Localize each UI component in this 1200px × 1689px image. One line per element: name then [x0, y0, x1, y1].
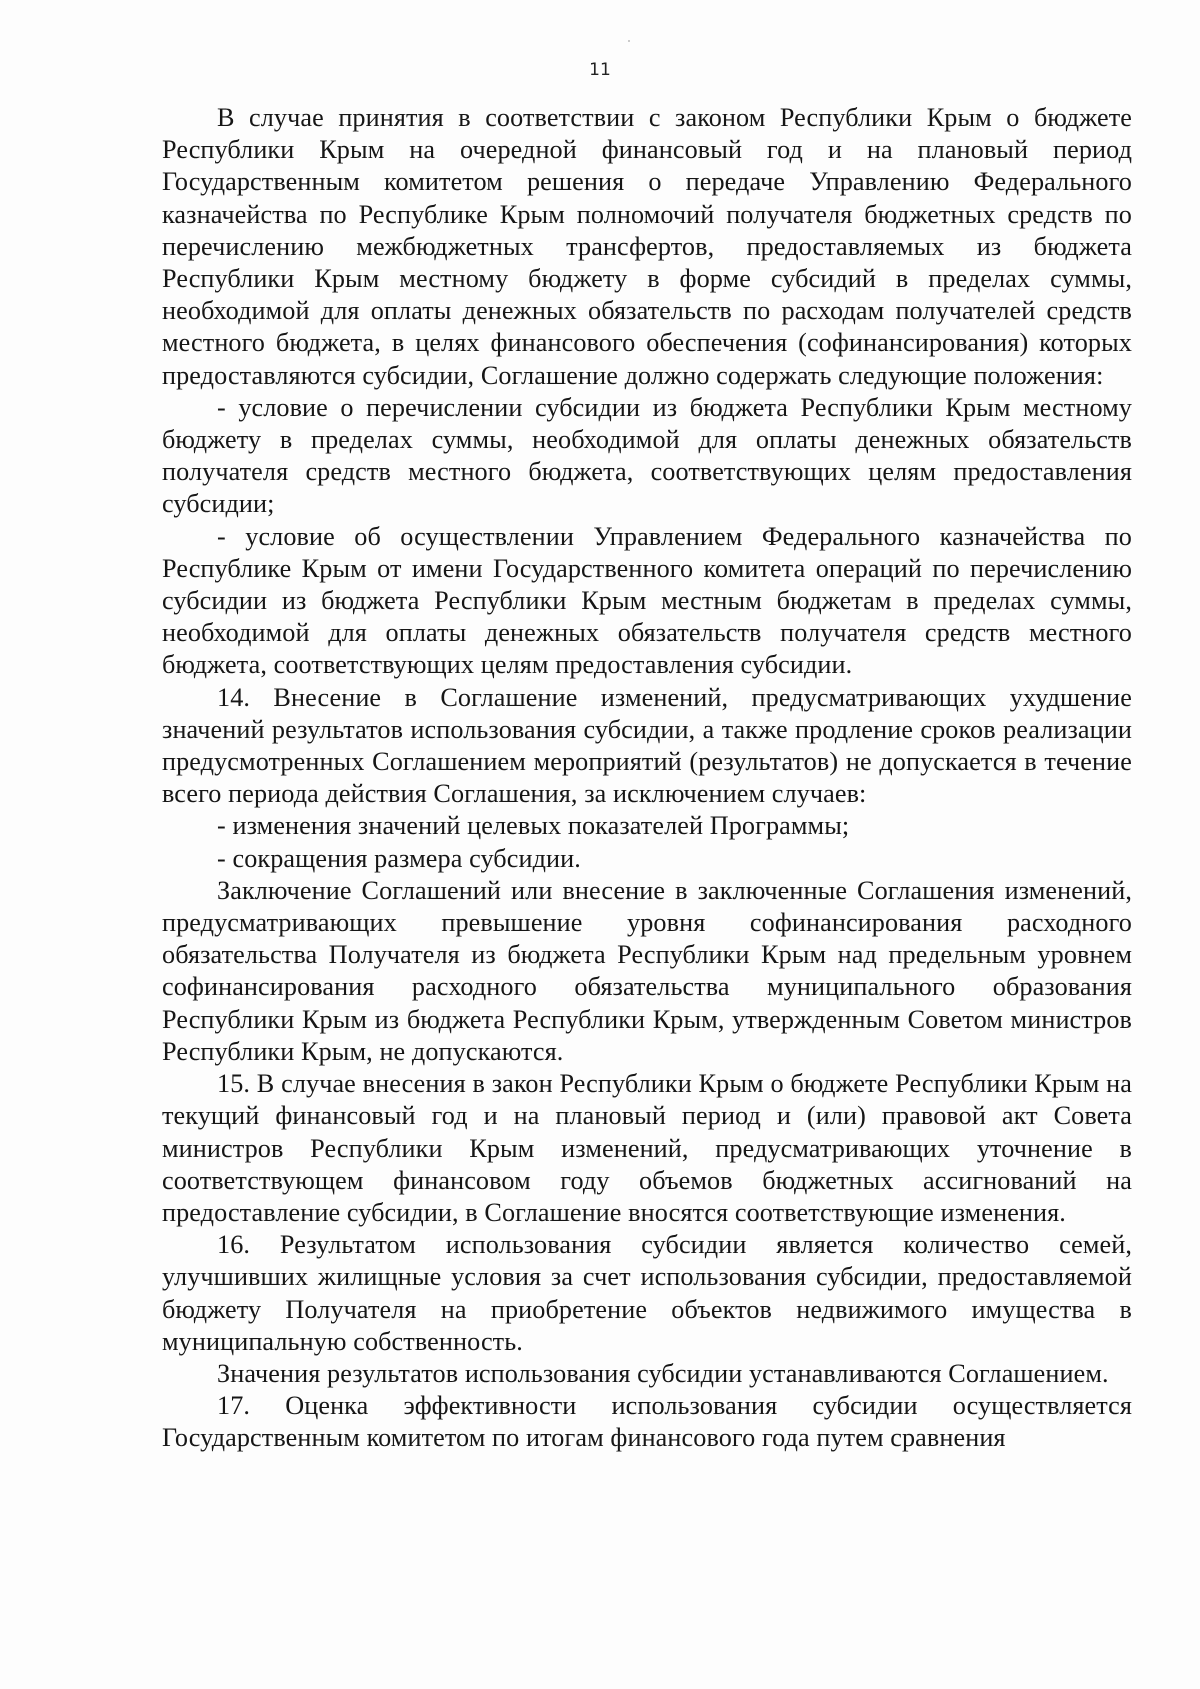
- scan-speck: [628, 40, 630, 42]
- document-body: [162, 102, 1132, 1455]
- paragraph-clause-16: 16. Результатом использования субсидии является количество семей, улучшивших жилищные условия за счет использования субсидии, предоставляемой бюджету Получателя на приобретение объектов недвижимого имущества в муниципальную собственность.: [162, 1230, 1132, 1356]
- paragraph-clause-17: 17. Оценка эффективности использования субсидии осуществляется Государственным комитетом по итогам финансового года путем сравнения: [162, 1391, 1132, 1453]
- paragraph-budget-transfer-conditions: В случае принятия в соответствии с законом Республики Крым о бюджете Республики Крым на очередной финансовый год и на плановый период Государственным комитетом решения о передаче Управлению Федерального казначейства по Республике Крым полномочий получателя бюджетных средств по перечислению межбюджетных трансфертов, предоставляемых из бюджета Республики Крым местному бюджету в форме субсидий в пределах суммы, необходимой для оплаты денежных обязательств по расходам получателей средств местного бюджета, в целях финансового обеспечения (софинансирования) которых предоставляются субсидии, Соглашение должно содержать следующие положения:: [162, 103, 1132, 390]
- paragraph-condition-treasury: - условие об осуществлении Управлением Федерального казначейства по Республике Крым от имени Государственного комитета операций по перечислению субсидии из бюджета Республики Крым местным бюджетам в пределах суммы, необходимой для оплаты денежных обязательств получателя средств местного бюджета, соответствующих целям предоставления субсидии.: [162, 521, 1132, 680]
- paragraph-clause-14: 14. Внесение в Соглашение изменений, предусматривающих ухудшение значений результатов использования субсидии, а также продление сроков реализации предусмотренных Соглашением мероприятий (результатов) не допускается в течение всего периода действия Соглашения, за исключением случаев:: [162, 682, 1132, 809]
- page-number: 11: [589, 60, 611, 80]
- paragraph-exception-indicators: - изменения значений целевых показателей Программы;: [217, 811, 850, 841]
- paragraph-cofinancing-limit: Заключение Соглашений или внесение в заключенные Соглашения изменений, предусматривающих превышение уровня софинансирования расходного обязательства Получателя из бюджета Республики Крым над предельным уровнем софинансирования расходного обязательства муниципального образования Республики Крым из бюджета Республики Крым, утвержденным Советом министров Республики Крым, не допускаются.: [162, 875, 1132, 1066]
- paragraph-condition-transfer: - условие о перечислении субсидии из бюджета Республики Крым местному бюджету в пределах суммы, необходимой для оплаты денежных обязательств получателя средств местного бюджета, соответствующих целям предоставления субсидии;: [162, 392, 1132, 519]
- paragraph-exception-reduction: - сокращения размера субсидии.: [217, 843, 581, 873]
- paragraph-clause-15: 15. В случае внесения в закон Республики Крым о бюджете Республики Крым на текущий финансовый год и на плановый период и (или) правовой акт Совета министров Республики Крым изменений, предусматривающих уточнение в соответствующем финансовом году объемов бюджетных ассигнований на предоставление субсидии, в Соглашение вносятся соответствующие изменения.: [162, 1069, 1132, 1227]
- paragraph-result-values: Значения результатов использования субсидии устанавливаются Соглашением.: [217, 1358, 1109, 1388]
